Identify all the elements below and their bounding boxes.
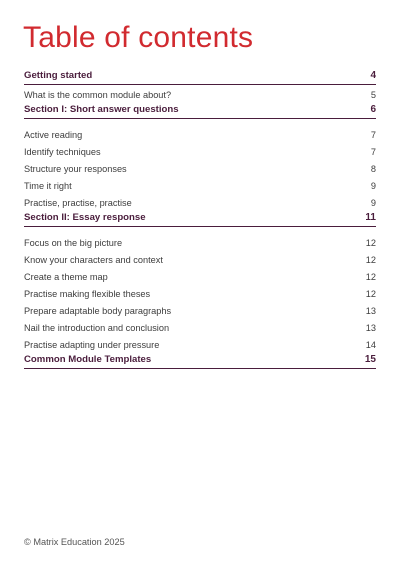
toc-entry-label: Identify techniques: [24, 147, 101, 157]
toc-entry-page: 9: [370, 198, 376, 208]
toc-entry-label: Practise, practise, practise: [24, 198, 132, 208]
toc-section-getting-started[interactable]: [24, 68, 376, 85]
toc-entry[interactable]: [24, 250, 376, 267]
toc-entry-page: 7: [370, 130, 376, 140]
toc-section-label: Section I: Short answer questions: [24, 104, 179, 115]
toc-entry[interactable]: [24, 159, 376, 176]
page-title: Table of contents: [23, 21, 254, 54]
toc-entry-label: Nail the introduction and conclusion: [24, 323, 170, 333]
copyright-footer: © Matrix Education 2025: [24, 537, 125, 547]
toc-section-page: 11: [365, 212, 376, 223]
toc-entry-label: Create a theme map: [24, 272, 108, 282]
toc-entry[interactable]: [24, 85, 376, 102]
toc-entry-page: 13: [365, 323, 376, 333]
toc-entry[interactable]: [24, 318, 376, 335]
toc-entry-page: 13: [365, 306, 376, 316]
toc-entry[interactable]: [24, 142, 376, 159]
toc-entry[interactable]: [24, 284, 376, 301]
toc-entry[interactable]: [24, 176, 376, 193]
toc-entry[interactable]: [24, 233, 376, 250]
toc-section-page: 4: [370, 70, 376, 81]
table-of-contents: [24, 68, 376, 369]
toc-section-templates[interactable]: [24, 352, 376, 369]
toc-entry-page: 8: [370, 164, 376, 174]
toc-entry-label: Active reading: [24, 130, 83, 140]
toc-entry-label: Structure your responses: [24, 164, 127, 174]
toc-entry-page: 12: [365, 272, 376, 282]
toc-entry-label: Know your characters and context: [24, 255, 163, 265]
toc-entry[interactable]: [24, 193, 376, 210]
toc-entry-label: Time it right: [24, 181, 72, 191]
toc-section-page: 15: [364, 354, 376, 365]
toc-entry-label: Focus on the big picture: [24, 238, 123, 248]
toc-section-label: Section II: Essay response: [24, 212, 146, 223]
toc-entry-page: 12: [365, 289, 376, 299]
toc-section-page: 6: [370, 104, 376, 115]
toc-section-label: Common Module Templates: [24, 354, 152, 365]
toc-entry-label: Practise adapting under pressure: [24, 340, 160, 350]
toc-entry-page: 7: [370, 147, 376, 157]
toc-entry-page: 12: [365, 238, 376, 248]
toc-section-essay-response[interactable]: [24, 210, 376, 227]
toc-entry-label: Prepare adaptable body paragraphs: [24, 306, 172, 316]
toc-entry-label: What is the common module about?: [24, 90, 172, 100]
toc-entry[interactable]: [24, 301, 376, 318]
toc-entry-page: 9: [370, 181, 376, 191]
toc-section-label: Getting started: [24, 70, 93, 81]
toc-entry-page: 14: [365, 340, 376, 350]
toc-entry[interactable]: [24, 335, 376, 352]
toc-entry[interactable]: [24, 267, 376, 284]
toc-entry[interactable]: [24, 125, 376, 142]
toc-entry-page: 12: [365, 255, 376, 265]
toc-section-short-answer[interactable]: [24, 102, 376, 119]
toc-entry-page: 5: [370, 90, 376, 100]
toc-entry-label: Practise making flexible theses: [24, 289, 151, 299]
